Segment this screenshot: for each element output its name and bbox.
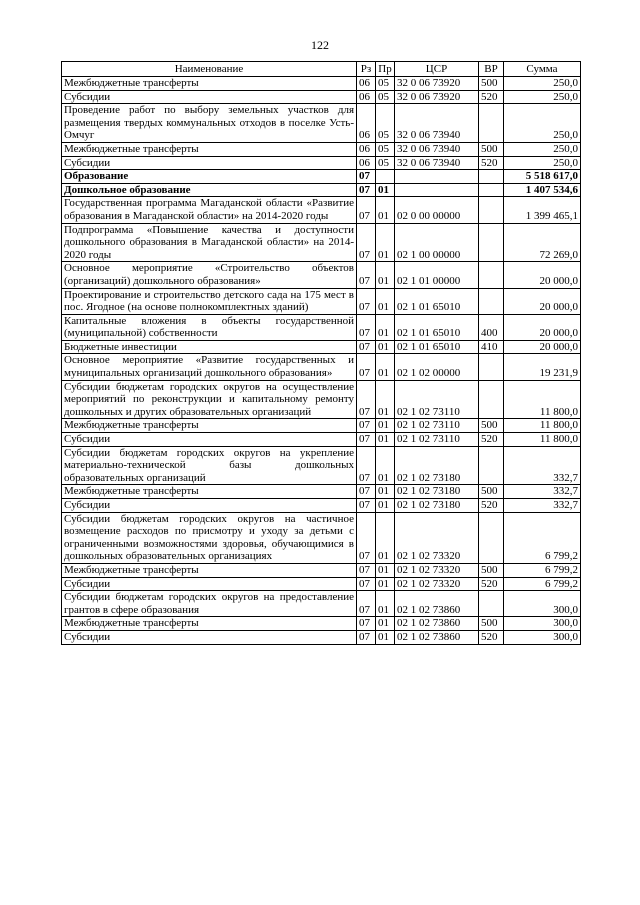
cell-csr: 02 1 02 73860	[395, 591, 479, 617]
cell-name: Субсидии	[62, 156, 357, 170]
cell-csr	[395, 170, 479, 184]
table-row	[62, 183, 581, 197]
cell-name: Субсидии бюджетам городских округов на укрепление материально-технической базы дошкольных образовательных организаций	[62, 446, 357, 485]
cell-vr: 410	[479, 340, 504, 354]
cell-sum: 332,7	[504, 485, 581, 499]
cell-vr	[479, 262, 504, 288]
cell-rz: 06	[357, 156, 376, 170]
cell-name: Субсидии	[62, 630, 357, 644]
cell-pr: 01	[376, 354, 395, 380]
cell-name: Дошкольное образование	[62, 183, 357, 197]
cell-rz: 07	[357, 617, 376, 631]
cell-vr: 520	[479, 577, 504, 591]
cell-vr	[479, 223, 504, 262]
cell-rz: 07	[357, 354, 376, 380]
cell-csr: 02 0 00 00000	[395, 197, 479, 223]
cell-rz: 07	[357, 314, 376, 340]
cell-pr: 01	[376, 617, 395, 631]
cell-csr: 02 1 02 73320	[395, 563, 479, 577]
cell-csr: 02 1 02 73180	[395, 446, 479, 485]
cell-pr	[376, 170, 395, 184]
cell-sum: 6 799,2	[504, 563, 581, 577]
cell-pr: 01	[376, 197, 395, 223]
cell-vr: 520	[479, 156, 504, 170]
cell-vr: 400	[479, 314, 504, 340]
cell-vr	[479, 170, 504, 184]
cell-pr: 01	[376, 419, 395, 433]
cell-pr: 01	[376, 380, 395, 419]
header-pr: Пр	[376, 62, 395, 77]
cell-sum: 300,0	[504, 591, 581, 617]
cell-pr: 01	[376, 563, 395, 577]
cell-pr: 01	[376, 288, 395, 314]
cell-name: Основное мероприятие «Строительство объектов (организаций) дошкольного образования»	[62, 262, 357, 288]
table-row	[62, 577, 581, 591]
header-sum: Сумма	[504, 62, 581, 77]
table-row	[62, 380, 581, 419]
cell-vr: 520	[479, 90, 504, 104]
cell-pr: 05	[376, 142, 395, 156]
cell-csr: 32 0 06 73920	[395, 77, 479, 91]
cell-csr: 02 1 02 73110	[395, 419, 479, 433]
cell-csr: 02 1 01 65010	[395, 288, 479, 314]
cell-vr	[479, 591, 504, 617]
header-csr: ЦСР	[395, 62, 479, 77]
table-row	[62, 340, 581, 354]
cell-rz: 07	[357, 446, 376, 485]
table-row	[62, 288, 581, 314]
cell-rz: 07	[357, 288, 376, 314]
cell-csr: 02 1 01 00000	[395, 262, 479, 288]
cell-vr	[479, 183, 504, 197]
cell-pr: 01	[376, 512, 395, 563]
cell-sum: 250,0	[504, 90, 581, 104]
cell-csr: 32 0 06 73940	[395, 104, 479, 143]
cell-sum: 20 000,0	[504, 340, 581, 354]
table-row	[62, 499, 581, 513]
cell-vr	[479, 354, 504, 380]
table-row	[62, 314, 581, 340]
cell-sum: 1 399 465,1	[504, 197, 581, 223]
cell-vr: 520	[479, 499, 504, 513]
cell-name: Подпрограмма «Повышение качества и доступности дошкольного образования в Магаданской области» на 2014-2020 годы	[62, 223, 357, 262]
cell-csr: 02 1 02 00000	[395, 354, 479, 380]
cell-name: Государственная программа Магаданской области «Развитие образования в Магаданской области» на 2014-2020 годы	[62, 197, 357, 223]
cell-name: Субсидии	[62, 90, 357, 104]
table-body	[62, 77, 581, 645]
cell-sum: 250,0	[504, 142, 581, 156]
cell-rz: 07	[357, 577, 376, 591]
cell-sum: 1 407 534,6	[504, 183, 581, 197]
cell-name: Образование	[62, 170, 357, 184]
cell-csr: 02 1 02 73180	[395, 485, 479, 499]
cell-csr: 32 0 06 73940	[395, 156, 479, 170]
cell-rz: 07	[357, 380, 376, 419]
cell-name: Межбюджетные трансферты	[62, 419, 357, 433]
cell-pr: 01	[376, 223, 395, 262]
cell-vr: 500	[479, 563, 504, 577]
cell-pr: 05	[376, 156, 395, 170]
cell-sum: 72 269,0	[504, 223, 581, 262]
table-row	[62, 617, 581, 631]
table-row	[62, 90, 581, 104]
cell-vr	[479, 512, 504, 563]
cell-vr: 500	[479, 77, 504, 91]
cell-sum: 11 800,0	[504, 380, 581, 419]
table-row	[62, 262, 581, 288]
cell-csr: 02 1 02 73110	[395, 380, 479, 419]
cell-sum: 250,0	[504, 156, 581, 170]
header-vr: ВР	[479, 62, 504, 77]
cell-rz: 07	[357, 485, 376, 499]
cell-name: Проектирование и строительство детского сада на 175 мест в пос. Ягодное (на основе полнокомплектных зданий)	[62, 288, 357, 314]
table-row	[62, 354, 581, 380]
table-row	[62, 512, 581, 563]
cell-name: Межбюджетные трансферты	[62, 563, 357, 577]
cell-pr: 01	[376, 314, 395, 340]
cell-rz: 07	[357, 630, 376, 644]
cell-name: Межбюджетные трансферты	[62, 142, 357, 156]
cell-csr: 02 1 02 73110	[395, 433, 479, 447]
cell-csr: 32 0 06 73940	[395, 142, 479, 156]
cell-rz: 07	[357, 433, 376, 447]
cell-name: Межбюджетные трансферты	[62, 617, 357, 631]
cell-name: Субсидии бюджетам городских округов на осуществление мероприятий по реконструкции и капитальному ремонту дошкольных и других образовательных организаций	[62, 380, 357, 419]
cell-sum: 6 799,2	[504, 512, 581, 563]
cell-sum: 300,0	[504, 617, 581, 631]
cell-vr	[479, 446, 504, 485]
table-row	[62, 223, 581, 262]
cell-rz: 07	[357, 262, 376, 288]
cell-name: Бюджетные инвестиции	[62, 340, 357, 354]
cell-csr: 02 1 01 65010	[395, 340, 479, 354]
table-row	[62, 446, 581, 485]
table-row	[62, 630, 581, 644]
cell-pr: 01	[376, 591, 395, 617]
cell-pr: 01	[376, 630, 395, 644]
cell-sum: 250,0	[504, 104, 581, 143]
cell-vr: 500	[479, 485, 504, 499]
cell-rz: 07	[357, 512, 376, 563]
table-row	[62, 485, 581, 499]
cell-sum: 332,7	[504, 446, 581, 485]
cell-pr: 01	[376, 340, 395, 354]
cell-pr: 01	[376, 485, 395, 499]
cell-rz: 07	[357, 170, 376, 184]
table-row	[62, 591, 581, 617]
table-row	[62, 170, 581, 184]
cell-rz: 07	[357, 591, 376, 617]
cell-vr	[479, 288, 504, 314]
cell-sum: 19 231,9	[504, 354, 581, 380]
cell-pr: 01	[376, 499, 395, 513]
cell-sum: 250,0	[504, 77, 581, 91]
cell-name: Межбюджетные трансферты	[62, 77, 357, 91]
cell-vr	[479, 104, 504, 143]
cell-pr: 01	[376, 262, 395, 288]
table-row	[62, 197, 581, 223]
cell-sum: 20 000,0	[504, 262, 581, 288]
cell-csr: 02 1 02 73180	[395, 499, 479, 513]
cell-csr: 02 1 02 73860	[395, 630, 479, 644]
cell-pr: 01	[376, 577, 395, 591]
cell-csr: 02 1 02 73860	[395, 617, 479, 631]
cell-pr: 01	[376, 433, 395, 447]
table-header-row	[62, 62, 581, 77]
cell-rz: 06	[357, 90, 376, 104]
cell-csr: 02 1 00 00000	[395, 223, 479, 262]
cell-rz: 07	[357, 183, 376, 197]
table-row	[62, 419, 581, 433]
cell-name: Субсидии	[62, 433, 357, 447]
cell-csr: 02 1 02 73320	[395, 512, 479, 563]
cell-rz: 07	[357, 197, 376, 223]
cell-vr	[479, 380, 504, 419]
table-row	[62, 104, 581, 143]
cell-vr: 520	[479, 433, 504, 447]
cell-csr: 02 1 01 65010	[395, 314, 479, 340]
table-row	[62, 156, 581, 170]
header-rz: Рз	[357, 62, 376, 77]
cell-name: Капитальные вложения в объекты государственной (муниципальной) собственности	[62, 314, 357, 340]
table-row	[62, 433, 581, 447]
cell-pr: 05	[376, 90, 395, 104]
table-row	[62, 563, 581, 577]
cell-vr: 500	[479, 617, 504, 631]
cell-rz: 06	[357, 104, 376, 143]
cell-sum: 332,7	[504, 499, 581, 513]
cell-pr: 05	[376, 77, 395, 91]
cell-name: Субсидии	[62, 499, 357, 513]
cell-sum: 11 800,0	[504, 419, 581, 433]
cell-name: Субсидии бюджетам городских округов на частичное возмещение расходов по присмотру и уходу за детьми с ограниченными возможностями здоровья, обучающимися в дошкольных образовательных организациях	[62, 512, 357, 563]
cell-sum: 11 800,0	[504, 433, 581, 447]
page-number: 122	[311, 38, 329, 52]
cell-sum: 6 799,2	[504, 577, 581, 591]
cell-rz: 07	[357, 340, 376, 354]
cell-rz: 07	[357, 563, 376, 577]
cell-rz: 06	[357, 77, 376, 91]
cell-csr: 32 0 06 73920	[395, 90, 479, 104]
cell-csr	[395, 183, 479, 197]
cell-name: Субсидии бюджетам городских округов на предоставление грантов в сфере образования	[62, 591, 357, 617]
cell-sum: 20 000,0	[504, 314, 581, 340]
cell-rz: 07	[357, 499, 376, 513]
cell-sum: 5 518 617,0	[504, 170, 581, 184]
cell-rz: 06	[357, 142, 376, 156]
cell-pr: 01	[376, 183, 395, 197]
cell-pr: 01	[376, 446, 395, 485]
header-name: Наименование	[62, 62, 357, 77]
cell-name: Проведение работ по выбору земельных участков для размещения твердых коммунальных отходов в поселке Усть-Омчуг	[62, 104, 357, 143]
cell-csr: 02 1 02 73320	[395, 577, 479, 591]
cell-name: Субсидии	[62, 577, 357, 591]
table-row	[62, 142, 581, 156]
budget-table	[61, 61, 581, 645]
cell-vr: 500	[479, 419, 504, 433]
cell-vr: 500	[479, 142, 504, 156]
cell-rz: 07	[357, 223, 376, 262]
table-row	[62, 77, 581, 91]
cell-sum: 20 000,0	[504, 288, 581, 314]
cell-name: Основное мероприятие «Развитие государственных и муниципальных организаций дошкольного образования»	[62, 354, 357, 380]
cell-sum: 300,0	[504, 630, 581, 644]
cell-name: Межбюджетные трансферты	[62, 485, 357, 499]
cell-pr: 05	[376, 104, 395, 143]
cell-vr: 520	[479, 630, 504, 644]
cell-rz: 07	[357, 419, 376, 433]
cell-vr	[479, 197, 504, 223]
